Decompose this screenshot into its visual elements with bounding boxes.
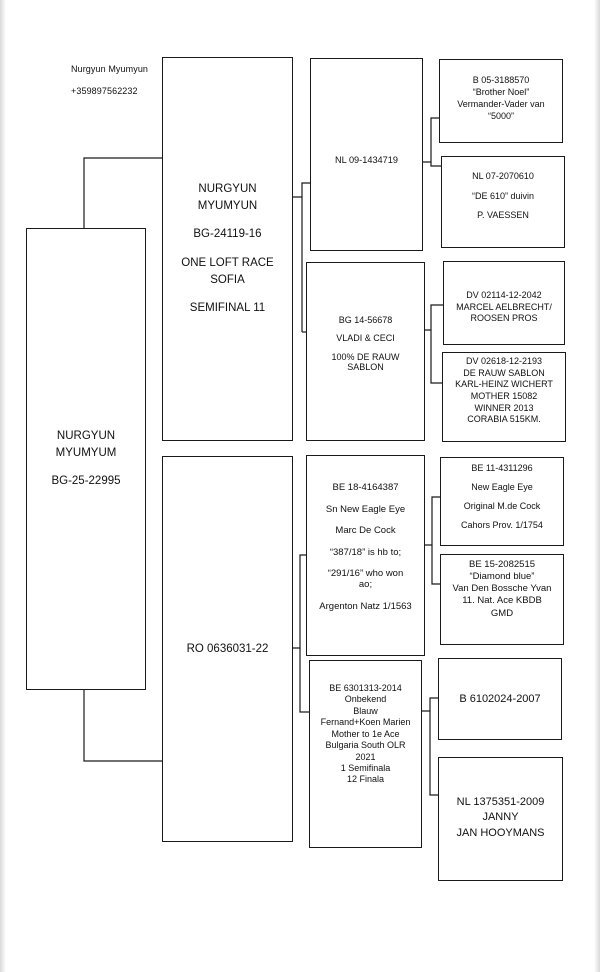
dam-dam-card (309, 660, 422, 848)
sire-sire-ring: NL 09-1434719 (334, 155, 398, 165)
sire-dam-ring: BG 14-56678 (338, 315, 393, 325)
sire-sire-sire-card (439, 59, 563, 143)
dam-sire-name: Sn New Eagle Eye (325, 503, 406, 515)
sire-dam-bloodline-line2: SABLON (347, 362, 384, 373)
connector-dam-dam (300, 648, 309, 712)
sire-card (162, 57, 293, 441)
dsd-line: “Diamond blue” (469, 571, 535, 583)
dam-ring: RO 0636031-22 (186, 643, 269, 655)
dam-sire-note3: ao; (358, 579, 373, 590)
dss-line: BE 11-4311296 (471, 463, 533, 473)
dam-sire-note2: “291/16” who won (327, 568, 404, 579)
ssd-line: P. VAESSEN (477, 210, 529, 220)
subject-name-line1: NURGYUN (56, 430, 116, 443)
ddd-line: JAN HOOYMANS (456, 826, 545, 839)
sire-dam-sire-card (443, 261, 565, 345)
dsd-line: BE 15-2082515 (468, 559, 536, 570)
sds-line: MARCEL AELBRECHT/ (456, 301, 552, 312)
sire-result: SEMIFINAL 11 (189, 302, 266, 315)
sire-name-line1: NURGYUN (198, 182, 257, 195)
connector-dam-bracket (293, 555, 306, 648)
dsd-line: 11. Nat. Ace KBDB (462, 595, 542, 607)
page-edge-right (594, 0, 600, 972)
sdd-line: DV 02618-12-2193 (465, 356, 543, 366)
dsd-line: Van Den Bossche Yvan (452, 583, 552, 595)
sire-sire-dam-card (441, 156, 565, 248)
sire-dam-bloodline-line1: 100% DE RAUW (331, 351, 400, 362)
sss-line: “5000” (487, 110, 514, 121)
connector-sd-sds (425, 305, 443, 330)
dss-line: New Eagle Eye (471, 482, 533, 492)
dss-line: Original M.de Cock (463, 501, 541, 511)
ddd-line: NL 1375351-2009 (456, 796, 545, 808)
dam-dam-line: Mother to 1e Ace (331, 728, 400, 739)
connector-subject-dam (84, 690, 162, 761)
connector-dd-dds (422, 698, 438, 711)
dam-sire-card (306, 455, 425, 656)
sire-ring: BG-24119-16 (193, 228, 262, 241)
owner-name: Nurgyun Myumyun (71, 64, 149, 74)
sss-line: “Brother Noel” (472, 86, 530, 97)
sdd-line: MOTHER 15082 (470, 391, 538, 402)
subject-name-line2: MYUMYUM (55, 447, 117, 460)
connector-subject-sire (84, 158, 162, 228)
connector-ss-sss (423, 118, 439, 162)
page-edge-left (0, 0, 6, 972)
sdd-line: DE RAUW SABLON (463, 367, 545, 378)
dam-card (162, 456, 293, 842)
ssd-line: NL 07-2070610 (472, 171, 534, 181)
dam-sire-breeder: Marc De Cock (335, 525, 396, 536)
connector-ds-dss (425, 497, 440, 545)
dam-dam-line: Bulgaria South OLR (325, 740, 406, 751)
sds-line: ROOSEN PROS (470, 313, 538, 324)
dam-sire-dam-card (440, 554, 564, 645)
dam-sire-result: Argenton Natz 1/1563 (319, 600, 412, 612)
sdd-line: WINNER 2013 (474, 402, 534, 413)
ddd-line: JANNY (482, 811, 519, 824)
sdd-line: KARL-HEINZ WICHERT (455, 379, 553, 390)
dam-dam-line: 2021 (355, 751, 376, 762)
dam-dam-line: 12 Finala (346, 774, 385, 785)
sss-line: Vermander-Vader van (457, 98, 545, 109)
connector-ds-dsd (432, 545, 440, 584)
subject-pigeon-card (26, 228, 146, 690)
dam-dam-line: 1 Semifinala (340, 762, 391, 773)
connector-sd-sdd (431, 330, 442, 383)
sire-dam-card (306, 262, 425, 441)
dam-sire-ring: BE 18-4164387 (332, 482, 399, 493)
dam-dam-sire-card (438, 658, 562, 740)
connector-sire-bracket (293, 183, 310, 197)
dam-sire-note1: “387/18” is hb to; (329, 546, 402, 558)
connector-ss-ssd (431, 162, 441, 166)
dam-sire-sire-card (440, 457, 564, 546)
dss-line: Cahors Prov. 1/1754 (461, 520, 543, 530)
sire-race-line1: ONE LOFT RACE (181, 257, 274, 269)
sire-sire-card (310, 58, 423, 251)
dam-dam-dam-card (438, 757, 563, 881)
sds-line: DV 02114-12-2042 (466, 290, 542, 300)
dam-dam-line: Onbekend (344, 694, 387, 705)
owner-phone: +359897562232 (71, 86, 138, 96)
sss-line: B 05-3188570 (472, 75, 530, 85)
sire-dam-dam-card (442, 352, 566, 442)
dam-dam-line: Fernand+Koen Marien (320, 717, 411, 728)
sdd-line: CORABIA 515KM. (467, 414, 541, 425)
ssd-line: “DE 610” duivin (471, 190, 535, 201)
dam-dam-line: Blauw (353, 705, 378, 716)
sire-race-line2: SOFIA (210, 273, 245, 286)
dsd-line: GMD (490, 607, 514, 619)
dam-dam-line: BE 6301313-2014 (329, 683, 402, 693)
sire-dam-breeder: VLADI & CECI (336, 333, 395, 344)
subject-ring: BG-25-22995 (51, 474, 121, 487)
dds-ring: B 6102024-2007 (459, 693, 541, 705)
connector-dd-ddd (430, 711, 438, 795)
sire-name-line2: MYUMYUN (197, 199, 258, 212)
